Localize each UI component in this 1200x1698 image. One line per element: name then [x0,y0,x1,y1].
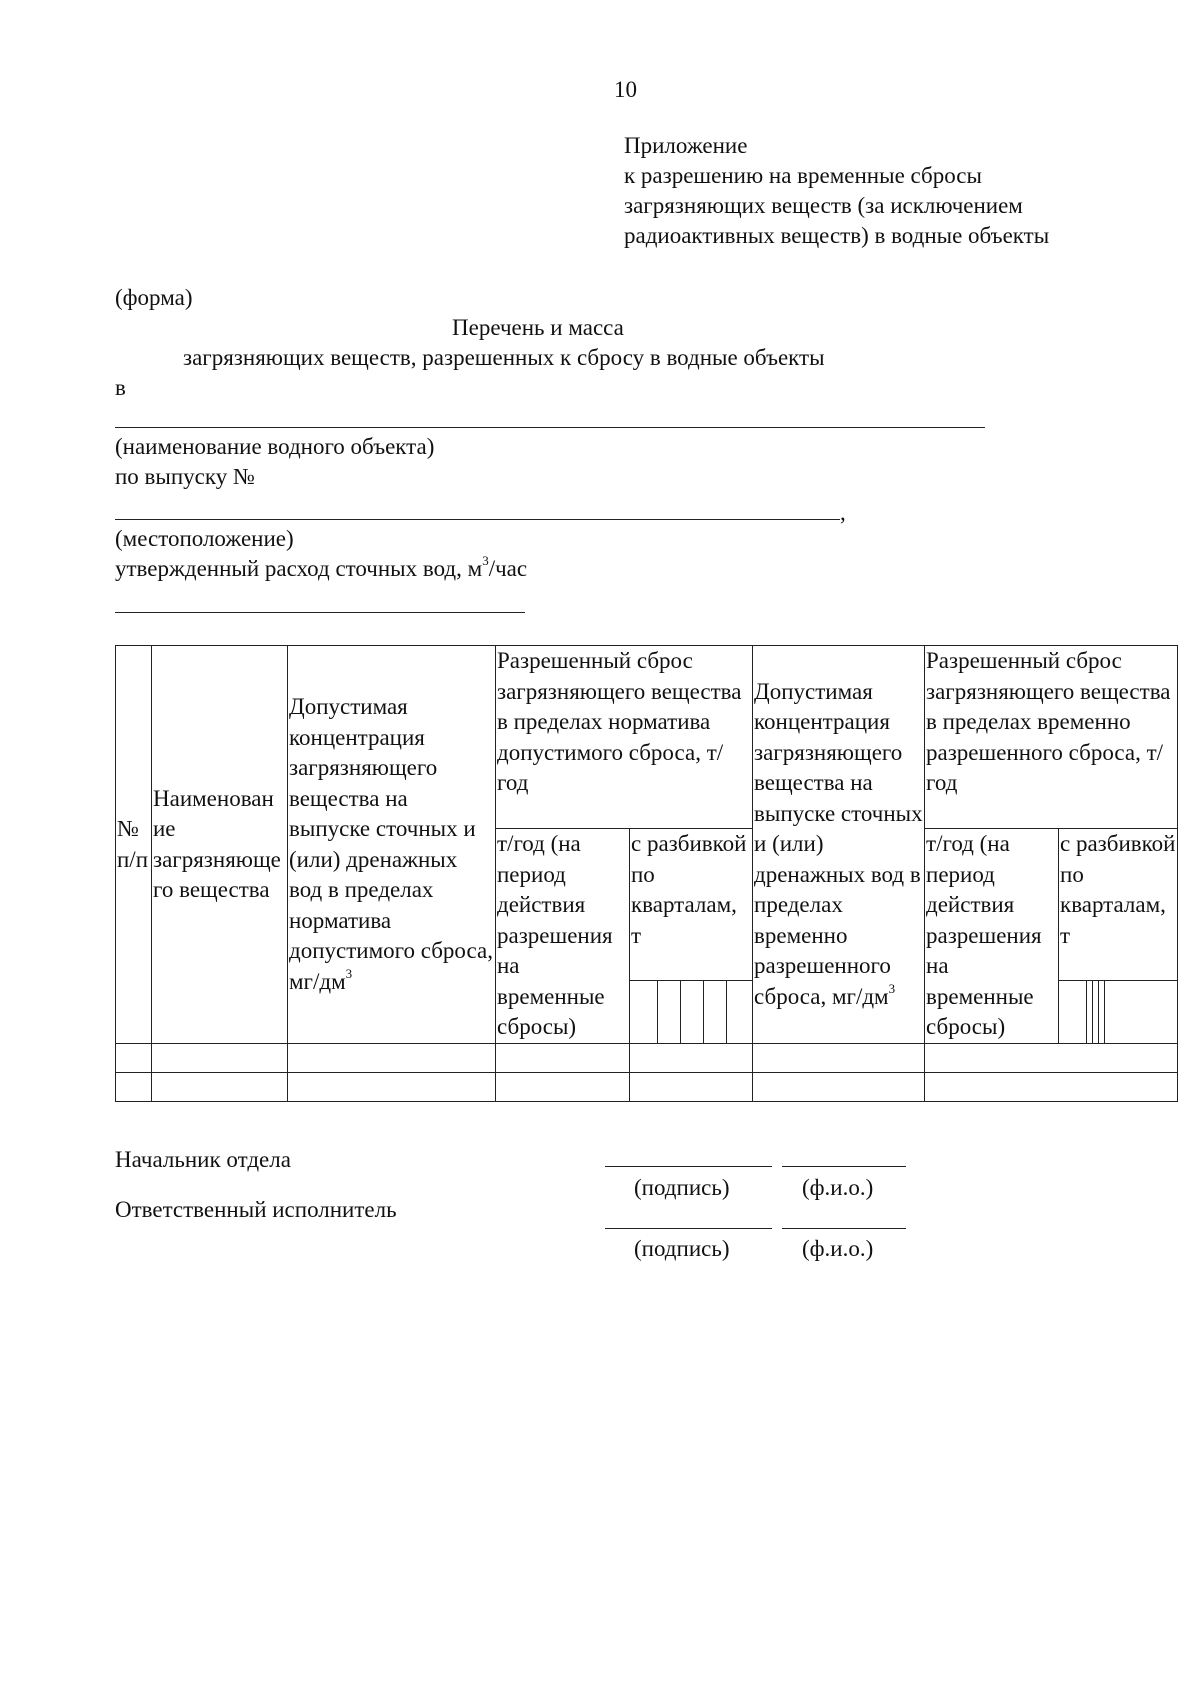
table-cell[interactable] [925,1044,1178,1073]
table-cell[interactable] [753,1044,925,1073]
quarter-dividers-norm [630,981,752,1043]
table-cell[interactable] [152,1073,288,1102]
table-cell[interactable] [288,1044,496,1073]
table-cell[interactable] [630,1073,753,1102]
table-cell[interactable] [496,1073,630,1102]
quarter-cells-norm [630,981,753,1044]
sub-quarters-norm: с разбивкой по кварталам, т [630,829,753,981]
header-name: Наименование загрязняющего вещества [152,646,288,1044]
in-prefix: в [115,375,126,400]
table-cell[interactable] [925,1073,1178,1102]
executor-name-caption: (ф.и.о.) [802,1236,874,1261]
appendix-line-2: загрязняющих веществ (за исключением [624,193,1023,218]
flow-label-tail: /час [488,556,528,581]
head-signature-caption: (подпись) [634,1175,730,1200]
appendix-line-3: радиоактивных веществ) в водные объекты [624,223,1050,248]
table-row [116,1073,1178,1102]
quarter-dividers-temp [1059,981,1177,1043]
sub-quarters-temp: с разбивкой по кварталам, т [1059,829,1178,981]
header-num: № п/п [116,646,152,1044]
table-cell[interactable] [496,1044,630,1073]
form-label: (форма) [115,285,193,310]
header-conc-temp [753,646,925,1044]
page-number: 10 [614,77,637,102]
header-discharge-norm: Разрешенный сброс загрязняющего вещества в пределах норматива допустимого сброса, т/год [496,646,753,829]
water-body-blank-line [115,427,985,428]
sub-period-norm: т/год (на период действия разрешения на временные сбросы) [496,829,630,1044]
flow-label-sup: 3 [482,553,489,569]
table-cell[interactable] [288,1073,496,1102]
heading-line-1: Перечень и масса [452,315,624,340]
executor-signature-line[interactable] [605,1228,772,1229]
flow-label [115,554,527,584]
head-name-caption: (ф.и.о.) [802,1175,874,1200]
table-cell[interactable] [152,1044,288,1073]
table-row [116,1044,1178,1073]
header-conc-temp-sup: 3 [888,981,896,997]
flow-label-main: утвержденный расход сточных вод, м [115,556,483,581]
table-cell[interactable] [116,1073,152,1102]
appendix-title: Приложение [624,133,748,158]
header-conc-norm [288,646,496,1044]
water-body-caption: (наименование водного объекта) [115,434,435,459]
pollutants-table [115,645,1178,1102]
executor-name-line[interactable] [782,1228,906,1229]
sub-period-temp: т/год (на период действия разрешения на временные сбросы) [925,829,1059,1044]
head-signature-line[interactable] [605,1166,772,1167]
head-of-department-label: Начальник отдела [115,1147,291,1172]
header-conc-norm-text: Допустимая концентрация загрязняющего вещества на выпуске сточных и (или) дренажных вод в пределах норматива допустимого сброса, мг/дм [289,694,493,994]
header-conc-temp-text: Допустимая концентрация загрязняющего вещества на выпуске сточных и (или) дренажных вод в пределах временно разрешенного сброса, мг/дм [754,678,923,1009]
appendix-line-1: к разрешению на временные сбросы [624,163,982,188]
quarter-cells-temp [1059,981,1178,1044]
table-cell[interactable] [630,1044,753,1073]
flow-blank-line [115,612,525,613]
location-caption: (местоположение) [115,526,294,551]
header-discharge-temp: Разрешенный сброс загрязняющего вещества в пределах временно разрешенного сброса, т/год [925,646,1178,829]
location-comma: , [840,500,846,525]
table-cell[interactable] [753,1073,925,1102]
location-blank-line [115,519,840,520]
outlet-label: по выпуску № [115,464,255,489]
executor-signature-caption: (подпись) [634,1236,730,1261]
executor-label: Ответственный исполнитель [115,1197,397,1222]
header-conc-norm-sup: 3 [345,965,353,981]
table-cell[interactable] [116,1044,152,1073]
head-name-line[interactable] [782,1166,906,1167]
heading-line-2: загрязняющих веществ, разрешенных к сбросу в водные объекты [183,345,825,370]
